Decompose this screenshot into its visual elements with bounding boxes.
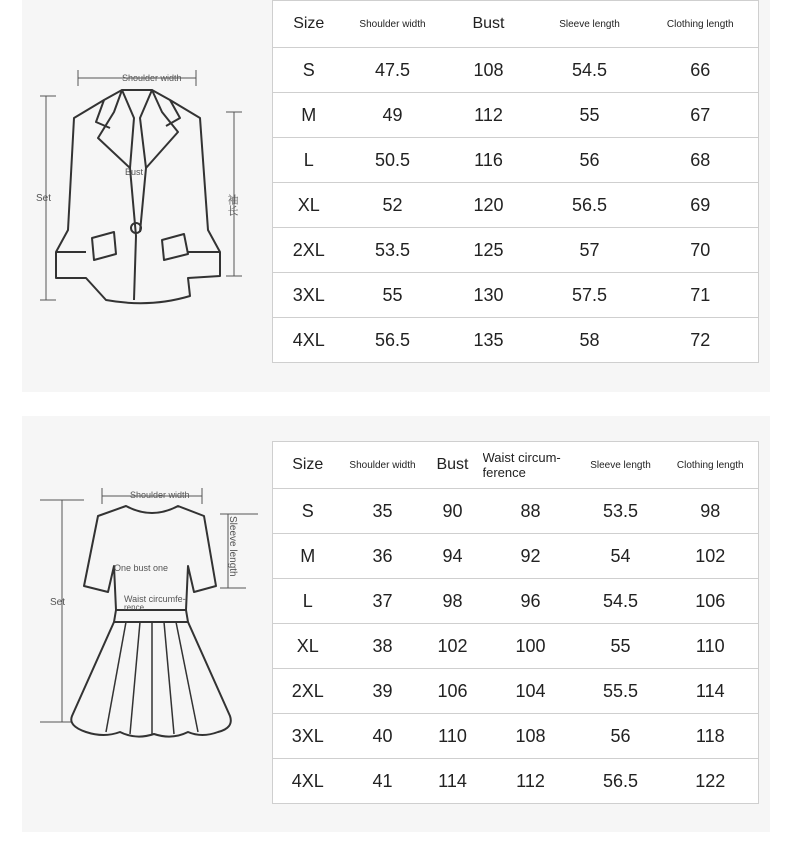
dress-size-panel (22, 416, 770, 832)
cell-bust: 108 (441, 48, 537, 93)
cell-length: 72 (643, 318, 759, 363)
cell-length: 68 (643, 138, 759, 183)
cell-bust: 98 (423, 579, 483, 624)
cell-sleeve: 54.5 (537, 48, 643, 93)
cell-size: M (273, 93, 345, 138)
cell-size: 4XL (273, 318, 345, 363)
table-row (273, 228, 759, 273)
cell-sleeve: 56.5 (579, 759, 663, 804)
cell-length: 70 (643, 228, 759, 273)
header-shoulder-width: Shoulder width (343, 442, 423, 489)
cell-length: 102 (663, 534, 759, 579)
header-waist: Waist circum-ference (483, 442, 579, 489)
cell-sleeve: 57 (537, 228, 643, 273)
cell-length: 71 (643, 273, 759, 318)
dress-bust-label: One bust one (114, 563, 169, 573)
cell-shoulder: 49 (345, 93, 441, 138)
cell-waist: 108 (483, 714, 579, 759)
table-row (273, 273, 759, 318)
cell-length: 114 (663, 669, 759, 714)
cell-bust: 116 (441, 138, 537, 183)
cell-bust: 120 (441, 183, 537, 228)
cell-length: 122 (663, 759, 759, 804)
jacket-sleeve-label: 袖长 (226, 194, 238, 216)
cell-waist: 88 (483, 489, 579, 534)
dress-illustration (22, 416, 272, 832)
cell-sleeve: 57.5 (537, 273, 643, 318)
cell-shoulder: 47.5 (345, 48, 441, 93)
cell-shoulder: 55 (345, 273, 441, 318)
dress-sleeve-label: Sleeve length (227, 516, 238, 577)
cell-bust: 94 (423, 534, 483, 579)
cell-waist: 100 (483, 624, 579, 669)
cell-length: 67 (643, 93, 759, 138)
cell-shoulder: 40 (343, 714, 423, 759)
cell-shoulder: 56.5 (345, 318, 441, 363)
dress-shoulder-label: Shoulder width (130, 490, 190, 500)
cell-waist: 96 (483, 579, 579, 624)
cell-sleeve: 58 (537, 318, 643, 363)
cell-bust: 106 (423, 669, 483, 714)
header-sleeve-length: Sleeve length (537, 1, 643, 48)
cell-sleeve: 53.5 (579, 489, 663, 534)
cell-size: 2XL (273, 228, 345, 273)
table-row (273, 579, 759, 624)
dress-size-table (272, 441, 759, 804)
cell-bust: 112 (441, 93, 537, 138)
jacket-set-label: Set (36, 193, 52, 204)
table-header-row (273, 1, 759, 48)
dress-waist-label-2: rence (124, 603, 145, 612)
cell-size: L (273, 579, 343, 624)
cell-shoulder: 41 (343, 759, 423, 804)
cell-shoulder: 52 (345, 183, 441, 228)
table-row (273, 48, 759, 93)
cell-bust: 125 (441, 228, 537, 273)
cell-length: 110 (663, 624, 759, 669)
header-clothing-length: Clothing length (643, 1, 759, 48)
cell-length: 118 (663, 714, 759, 759)
cell-length: 66 (643, 48, 759, 93)
cell-sleeve: 56 (579, 714, 663, 759)
cell-sleeve: 55 (579, 624, 663, 669)
table-row (273, 534, 759, 579)
cell-bust: 135 (441, 318, 537, 363)
cell-size: XL (273, 624, 343, 669)
cell-length: 106 (663, 579, 759, 624)
table-row (273, 93, 759, 138)
header-bust: Bust (423, 442, 483, 489)
cell-shoulder: 39 (343, 669, 423, 714)
cell-waist: 92 (483, 534, 579, 579)
cell-size: 2XL (273, 669, 343, 714)
cell-bust: 90 (423, 489, 483, 534)
cell-size: S (273, 489, 343, 534)
table-row (273, 714, 759, 759)
cell-sleeve: 56 (537, 138, 643, 183)
cell-bust: 130 (441, 273, 537, 318)
table-header-row (273, 442, 759, 489)
cell-size: 3XL (273, 714, 343, 759)
cell-size: 4XL (273, 759, 343, 804)
table-row (273, 759, 759, 804)
cell-size: 3XL (273, 273, 345, 318)
jacket-size-table (272, 0, 759, 363)
cell-sleeve: 54.5 (579, 579, 663, 624)
cell-shoulder: 35 (343, 489, 423, 534)
cell-waist: 104 (483, 669, 579, 714)
dress-set-label: Set (50, 597, 66, 608)
cell-length: 69 (643, 183, 759, 228)
cell-bust: 110 (423, 714, 483, 759)
table-row (273, 669, 759, 714)
jacket-illustration (22, 0, 272, 392)
cell-size: XL (273, 183, 345, 228)
cell-sleeve: 55 (537, 93, 643, 138)
cell-waist: 112 (483, 759, 579, 804)
cell-bust: 102 (423, 624, 483, 669)
table-row (273, 183, 759, 228)
cell-sleeve: 56.5 (537, 183, 643, 228)
cell-size: L (273, 138, 345, 183)
cell-shoulder: 37 (343, 579, 423, 624)
cell-bust: 114 (423, 759, 483, 804)
header-bust: Bust (441, 1, 537, 48)
cell-size: M (273, 534, 343, 579)
table-row (273, 489, 759, 534)
cell-shoulder: 38 (343, 624, 423, 669)
cell-shoulder: 50.5 (345, 138, 441, 183)
jacket-bust-label: Bust (125, 167, 144, 177)
cell-sleeve: 55.5 (579, 669, 663, 714)
header-shoulder-width: Shoulder width (345, 1, 441, 48)
table-row (273, 624, 759, 669)
header-size: Size (273, 442, 343, 489)
cell-length: 98 (663, 489, 759, 534)
jacket-size-panel (22, 0, 770, 392)
header-sleeve-length: Sleeve length (579, 442, 663, 489)
header-size: Size (273, 1, 345, 48)
table-row (273, 318, 759, 363)
jacket-shoulder-label: Shoulder width (122, 73, 182, 83)
cell-shoulder: 53.5 (345, 228, 441, 273)
cell-sleeve: 54 (579, 534, 663, 579)
cell-size: S (273, 48, 345, 93)
cell-shoulder: 36 (343, 534, 423, 579)
header-clothing-length: Clothing length (663, 442, 759, 489)
dress-waist-label: Waist circumfe- (124, 594, 186, 604)
table-row (273, 138, 759, 183)
